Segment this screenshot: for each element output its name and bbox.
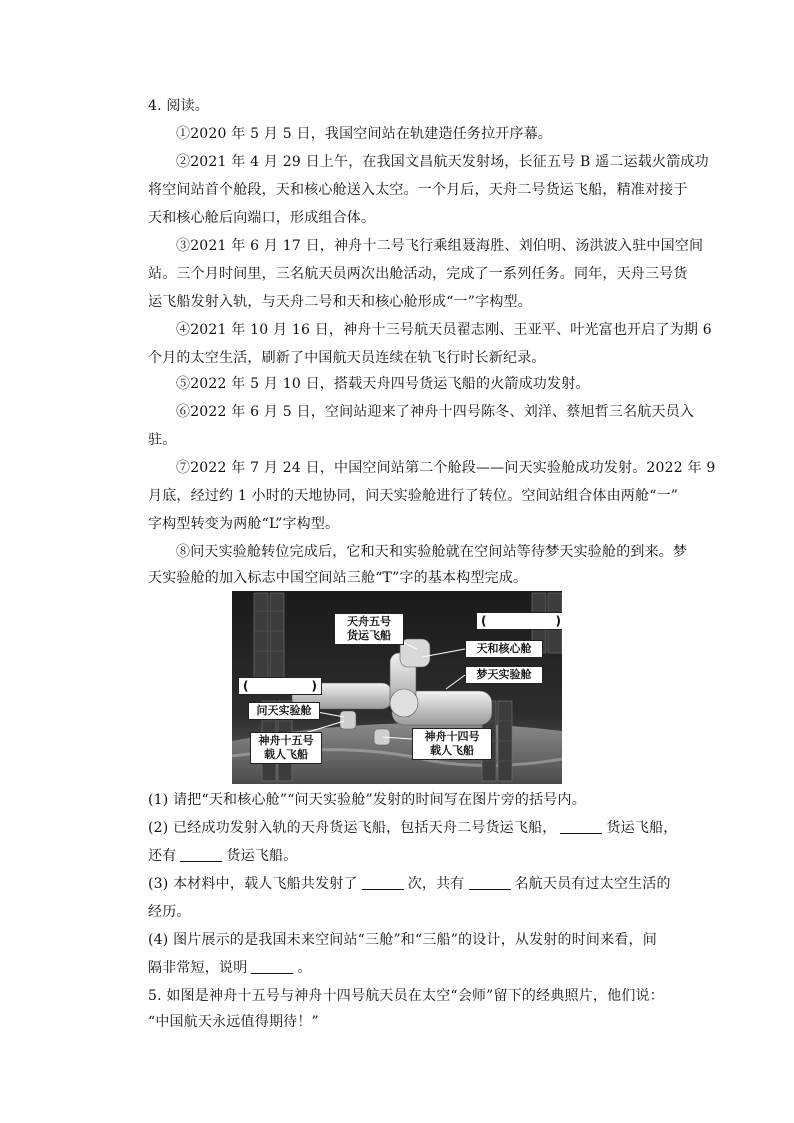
paragraph-2-line-1: ②2021 年 4 月 29 日上午，在我国文昌航天发射场，长征五号 B 遥二运载火箭成功 — [176, 154, 709, 170]
question-4-title: 4. 阅读。 — [148, 98, 210, 114]
paragraph-7-line-1: ⑦2022 年 7 月 24 日，中国空间站第二个舱段——问天实验舱成功发射。2022 年 9 — [176, 460, 716, 476]
answer-blank[interactable] — [469, 875, 511, 890]
answer-blank[interactable] — [251, 959, 293, 974]
paragraph-7-line-3: 字构型转变为两舱“L”字构型。 — [148, 516, 340, 532]
paragraph-5: ⑤2022 年 5 月 10 日，搭载天舟四号货运飞船的火箭成功发射。 — [176, 376, 590, 392]
label-shenzhou-14: 神舟十四号 载人飞船 — [412, 728, 492, 760]
sub-question-1: (1) 请把“天和核心舱”“问天实验舱”发射的时间写在图片旁的括号内。 — [148, 792, 586, 808]
label-shenzhou-15: 神舟十五号 载人飞船 — [250, 732, 322, 764]
sub-question-3-line-2: 经历。 — [148, 904, 191, 920]
label-mengtian-module: 梦天实验舱 — [465, 666, 543, 684]
sub-question-4-line-1: (4) 图片展示的是我国未来空间站“三舱”和“三船”的设计，从发射的时间来看，间 — [148, 932, 657, 948]
question-5-line-1: 5. 如图是神舟十五号与神舟十四号航天员在太空“会师”留下的经典照片，他们说： — [148, 988, 664, 1004]
paragraph-1: ①2020 年 5 月 5 日，我国空间站在轨建造任务拉开序幕。 — [176, 126, 553, 142]
paragraph-7-line-2: 月底，经过约 1 小时的天地协同，问天实验舱进行了转位。空间站组合体由两舱“一” — [148, 488, 679, 504]
blank-box-wentian-date[interactable]: ( ) — [238, 677, 322, 695]
paragraph-8-line-1: ⑧问天实验舱转位完成后，它和天和实验舱就在空间站等待梦天实验舱的到来。梦 — [176, 544, 688, 560]
space-station-figure — [232, 591, 562, 784]
paragraph-3-line-3: 运飞船发射入轨，与天舟二号和天和核心舱形成“一”字构型。 — [148, 294, 532, 310]
sub-question-2-line-2: 还有 货运飞船。 — [148, 848, 298, 864]
paragraph-4-line-1: ④2021 年 10 月 16 日，神舟十三号航天员翟志刚、王亚平、叶光富也开启了为期 6 — [176, 322, 712, 338]
answer-blank[interactable] — [560, 819, 602, 834]
sub-question-3-line-1: (3) 本材料中，载人飞船共发射了 次，共有 名航天员有过太空生活的 — [148, 876, 671, 892]
label-tianzhou-5: 天舟五号 货运飞船 — [334, 613, 404, 645]
paragraph-8-line-2: 天实验舱的加入标志中国空间站三舱“T”字的基本构型完成。 — [148, 570, 528, 586]
sub-question-4-line-2: 隔非常短，说明 。 — [148, 960, 312, 976]
label-tianhe-core-module: 天和核心舱 — [465, 640, 543, 658]
answer-blank[interactable] — [362, 875, 404, 890]
paragraph-2-line-3: 天和核心舱后向端口，形成组合体。 — [148, 210, 376, 226]
blank-box-tianhe-date[interactable]: ( ) — [476, 612, 562, 630]
paragraph-3-line-2: 站。三个月时间里，三名航天员两次出舱活动，完成了一系列任务。同年，天舟三号货 — [148, 266, 688, 282]
answer-blank[interactable] — [180, 847, 222, 862]
paragraph-6-line-2: 驻。 — [148, 432, 177, 448]
paragraph-4-line-2: 个月的太空生活，刷新了中国航天员连续在轨飞行时长新纪录。 — [148, 350, 546, 366]
sub-question-2-line-1: (2) 已经成功发射入轨的天舟货运飞船，包括天舟二号货运飞船， 货运飞船， — [148, 820, 678, 836]
label-wentian-module: 问天实验舱 — [248, 702, 320, 720]
paragraph-6-line-1: ⑥2022 年 6 月 5 日，空间站迎来了神舟十四号陈冬、刘洋、蔡旭哲三名航天员入 — [176, 404, 695, 420]
paragraph-3-line-1: ③2021 年 6 月 17 日，神舟十二号飞行乘组聂海胜、刘伯明、汤洪波入驻中国空间 — [176, 238, 704, 254]
paragraph-2-line-2: 将空间站首个舱段，天和核心舱送入太空。一个月后，天舟二号货运飞船，精准对接于 — [148, 182, 688, 198]
question-5-line-2: “中国航天永远值得期待！” — [148, 1014, 319, 1030]
